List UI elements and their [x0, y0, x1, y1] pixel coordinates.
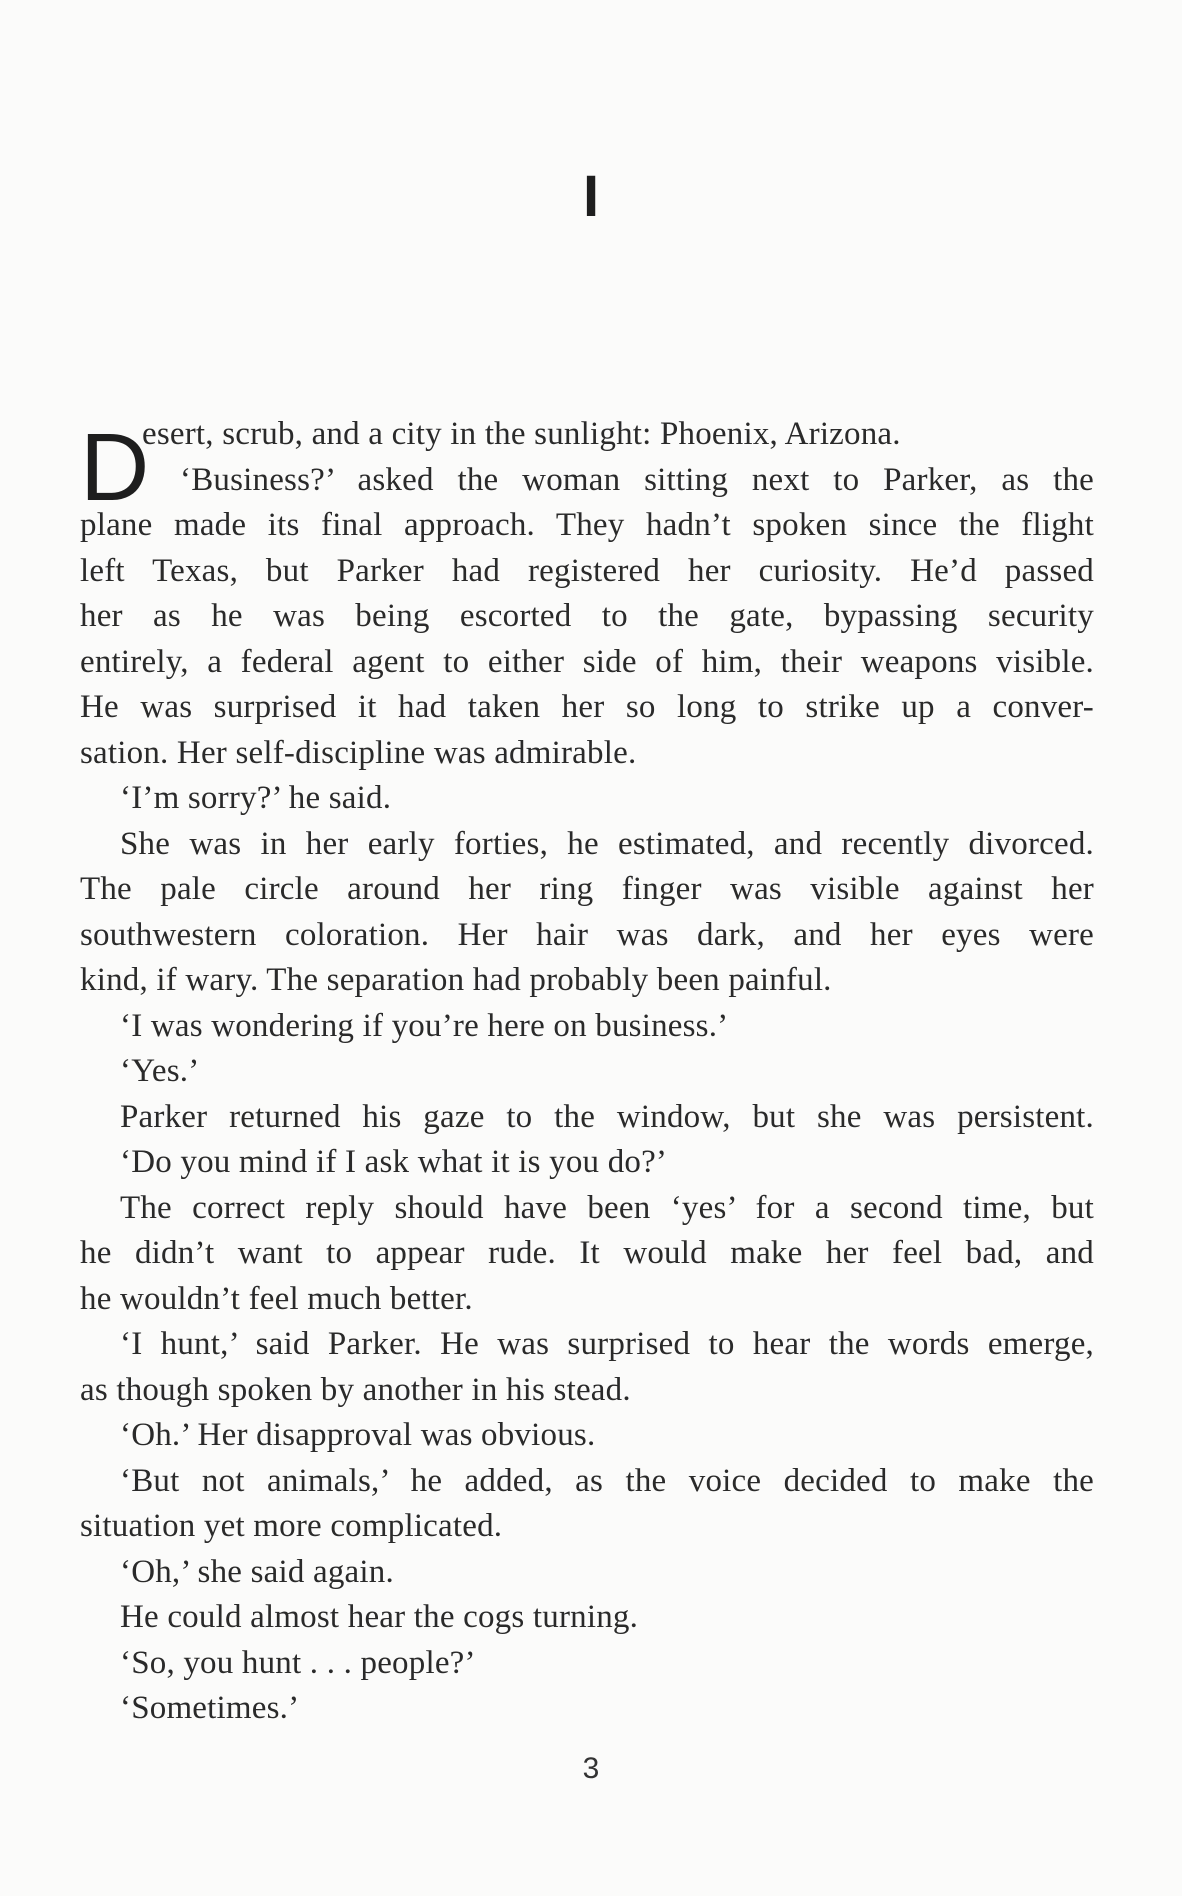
text-line: as though spoken by another in his stead. — [80, 1371, 631, 1408]
text-line: plane made its final approach. They hadn’t spoken since the flight — [80, 507, 1094, 543]
text-line: ‘Oh.’ Her disapproval was obvious. — [120, 1417, 596, 1453]
text-line: ‘I hunt,’ said Parker. He was surprised to hear the words emerge, — [120, 1326, 1094, 1362]
text-line: her as he was being escorted to the gate, bypassing security — [80, 598, 1094, 634]
text-line: The pale circle around her ring finger was visible against her — [80, 871, 1094, 907]
text-line: She was in her early forties, he estimated, and recently divorced. — [120, 825, 1094, 862]
text-line: southwestern coloration. Her hair was dark, and her eyes were — [80, 916, 1094, 953]
text-line: ‘So, you hunt . . . people?’ — [120, 1644, 476, 1681]
text-line: left Texas, but Parker had registered her curiosity. He’d passed — [80, 552, 1094, 589]
text-line: ‘Sometimes.’ — [120, 1690, 300, 1726]
text-line: sation. Her self-discipline was admirable. — [80, 734, 637, 771]
text-line: Parker returned his gaze to the window, but she was persistent. — [120, 1098, 1094, 1135]
text-line: The correct reply should have been ‘yes’ for a second time, but — [120, 1189, 1094, 1226]
text-line: he wouldn’t feel much better. — [80, 1280, 473, 1317]
text-line: He was surprised it had taken her so long to strike up a conver- — [80, 689, 1094, 725]
text-line: kind, if wary. The separation had probably been painful. — [80, 962, 832, 998]
drop-cap: D — [80, 414, 150, 521]
text-line: ‘But not animals,’ he added, as the voice decided to make the — [120, 1462, 1094, 1499]
body-text — [80, 412, 1094, 1732]
text-line: ‘I was wondering if you’re here on business.’ — [120, 1007, 729, 1044]
chapter-number: I — [582, 164, 600, 229]
text-line: situation yet more complicated. — [80, 1508, 503, 1544]
text-line: ‘Oh,’ she said again. — [120, 1553, 394, 1590]
text-line: entirely, a federal agent to either side of him, their weapons visible. — [80, 643, 1094, 680]
text-line: He could almost hear the cogs turning. — [120, 1599, 639, 1635]
text-line: ‘Business?’ asked the woman sitting next to Parker, as the — [180, 461, 1094, 498]
page-number: 3 — [582, 1752, 600, 1785]
text-line: esert, scrub, and a city in the sunlight: Phoenix, Arizona. — [142, 416, 901, 452]
text-line: ‘I’m sorry?’ he said. — [120, 780, 392, 816]
text-line: he didn’t want to appear rude. It would make her feel bad, and — [80, 1235, 1094, 1271]
text-line: ‘Do you mind if I ask what it is you do?’ — [120, 1144, 668, 1180]
text-line: ‘Yes.’ — [120, 1053, 200, 1089]
